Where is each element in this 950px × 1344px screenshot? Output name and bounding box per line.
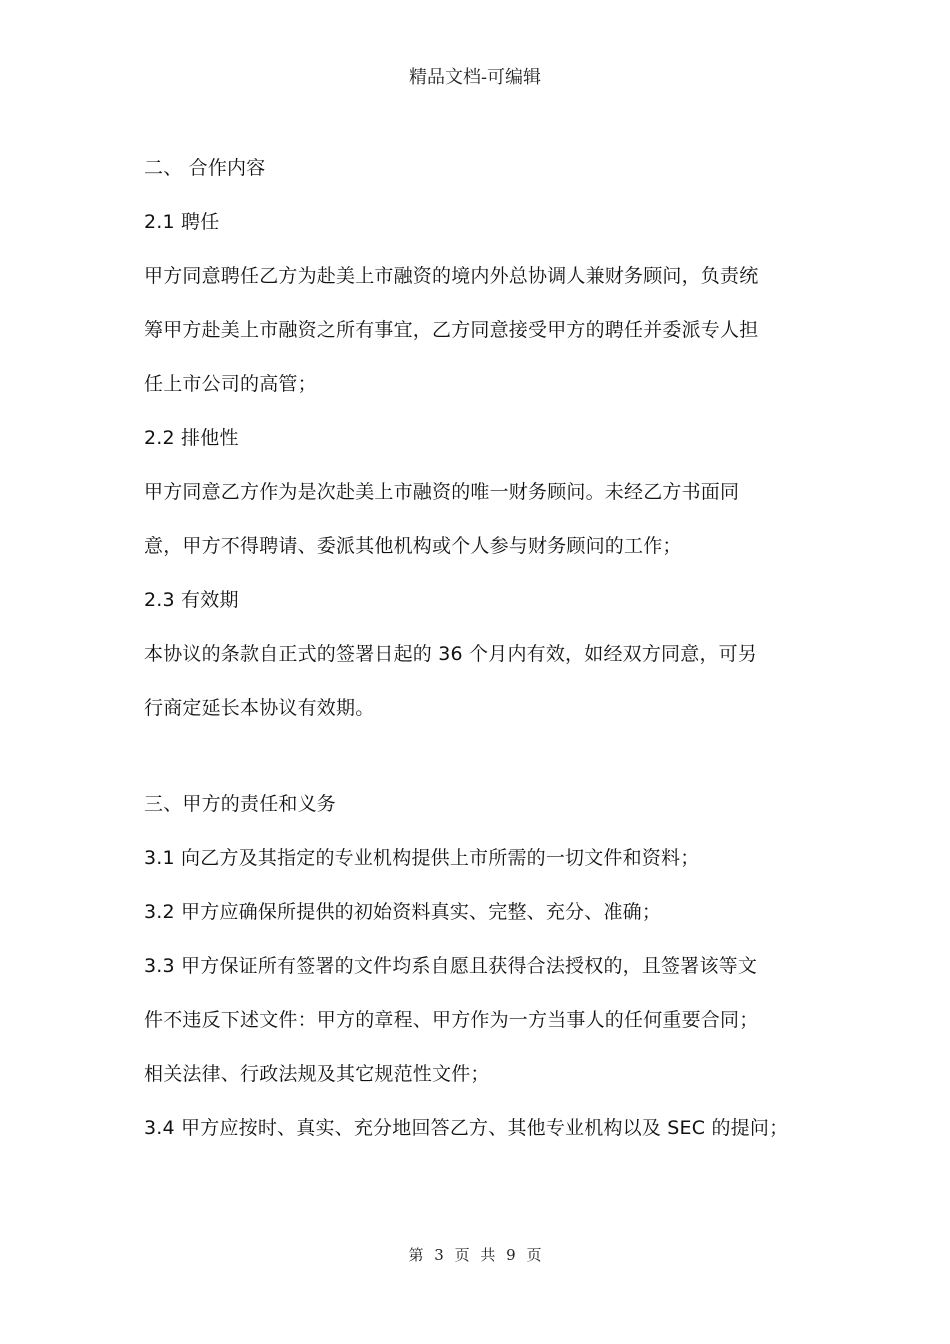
section-heading-party-a-duties: 三、甲方的责任和义务 bbox=[144, 793, 337, 815]
clause-3-4: 3.4 甲方应按时、真实、充分地回答乙方、其他专业机构以及 SEC 的提问； bbox=[144, 1117, 789, 1139]
document-body bbox=[144, 150, 814, 1164]
page-number: 第 3 页 共 9 页 bbox=[408, 1246, 542, 1264]
page-header: 精品文档-可编辑 bbox=[408, 67, 542, 88]
paragraph-line: 行商定延长本协议有效期。 bbox=[144, 697, 375, 719]
paragraph-line: 甲方同意聘任乙方为赴美上市融资的境内外总协调人兼财务顾问，负责统 bbox=[144, 265, 759, 287]
section-heading-cooperation: 二、 合作内容 bbox=[144, 157, 266, 179]
paragraph-line: 筹甲方赴美上市融资之所有事宜，乙方同意接受甲方的聘任并委派专人担 bbox=[144, 319, 759, 341]
paragraph-line: 甲方同意乙方作为是次赴美上市融资的唯一财务顾问。未经乙方书面同 bbox=[144, 481, 740, 503]
clause-3-3: 3.3 甲方保证所有签署的文件均系自愿且获得合法授权的，且签署该等文 bbox=[144, 955, 758, 977]
clause-heading-2-3: 2.3 有效期 bbox=[144, 589, 239, 611]
clause-3-2: 3.2 甲方应确保所提供的初始资料真实、完整、充分、准确； bbox=[144, 901, 662, 923]
clause-heading-2-2: 2.2 排他性 bbox=[144, 427, 239, 449]
clause-3-1: 3.1 向乙方及其指定的专业机构提供上市所需的一切文件和资料； bbox=[144, 847, 700, 869]
paragraph-line: 意，甲方不得聘请、委派其他机构或个人参与财务顾问的工作； bbox=[144, 535, 682, 557]
paragraph-line: 本协议的条款自正式的签署日起的 36 个月内有效，如经双方同意，可另 bbox=[144, 643, 758, 665]
paragraph-line: 任上市公司的高管； bbox=[144, 373, 317, 395]
clause-heading-2-1: 2.1 聘任 bbox=[144, 211, 220, 233]
paragraph-line: 件不违反下述文件：甲方的章程、甲方作为一方当事人的任何重要合同； bbox=[144, 1009, 759, 1031]
paragraph-line: 相关法律、行政法规及其它规范性文件； bbox=[144, 1063, 490, 1085]
